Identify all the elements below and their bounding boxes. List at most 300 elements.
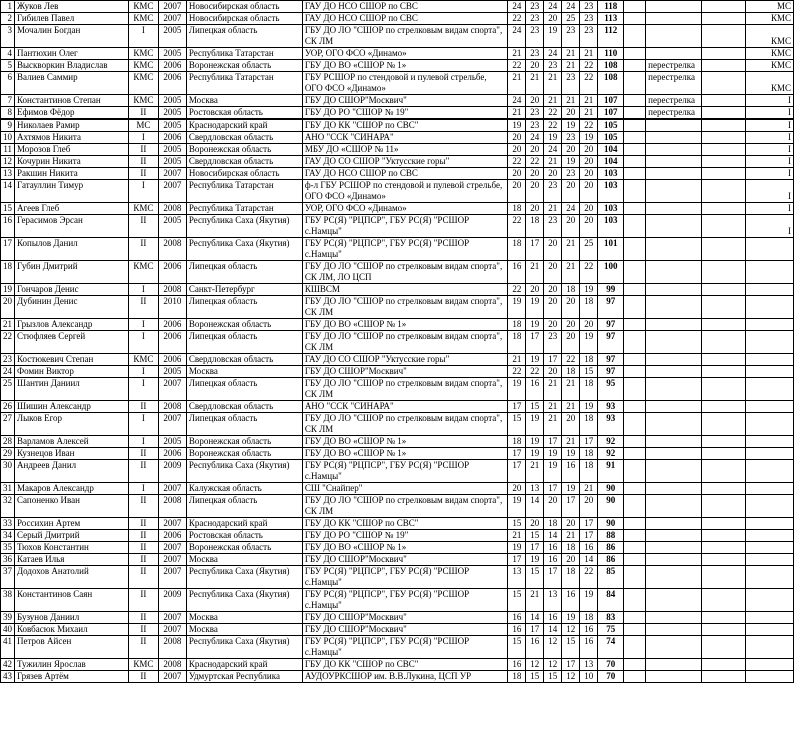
series-3-cell: 16 [544, 612, 562, 624]
series-3-cell: 20 [544, 261, 562, 284]
rank-cell: I [746, 119, 794, 132]
blank-cell [624, 238, 646, 261]
name-cell: Морозов Глеб [15, 144, 129, 156]
category-cell: II [128, 448, 158, 460]
name-cell: Стюфляев Сергей [15, 331, 129, 354]
region-cell: Республика Саха (Якутия) [186, 238, 302, 261]
blank-cell-2 [702, 354, 746, 366]
rank-cell: I [746, 144, 794, 156]
organization-cell: ГБУ ДО КК "СШОР по СВС" [302, 659, 508, 671]
category-cell: КМС [128, 60, 158, 72]
series-2-cell: 20 [526, 60, 544, 72]
name-cell: Ахтямов Никита [15, 132, 129, 144]
series-4-cell: 20 [562, 331, 580, 354]
series-4-cell: 21 [562, 378, 580, 401]
note-cell [646, 636, 702, 659]
series-4-cell: 20 [562, 518, 580, 530]
series-4-cell: 15 [562, 636, 580, 659]
blank-cell-2 [702, 554, 746, 566]
total-cell: 90 [598, 518, 624, 530]
table-row [1, 60, 794, 72]
name-cell: Фомин Виктор [15, 366, 129, 378]
place-cell: 43 [1, 671, 15, 683]
series-3-cell: 19 [544, 448, 562, 460]
organization-cell: ГБУ ДО ЛО "СШОР по стрелковым видам спорта", СК ЛМ [302, 331, 508, 354]
name-cell: Герасимов Эрсан [15, 215, 129, 238]
place-cell: 5 [1, 60, 15, 72]
series-3-cell: 23 [544, 331, 562, 354]
series-4-cell: 20 [562, 413, 580, 436]
blank-cell [624, 95, 646, 107]
year-cell: 2005 [158, 107, 186, 120]
blank-cell [624, 144, 646, 156]
organization-cell: ГБУ РС(Я) "РЦПСР", ГБУ РС(Я) "РСШОР с.Намцы" [302, 566, 508, 589]
place-cell: 23 [1, 354, 15, 366]
blank-cell-2 [702, 72, 746, 95]
series-4-cell: 19 [562, 612, 580, 624]
series-4-cell: 20 [562, 107, 580, 120]
total-cell: 70 [598, 671, 624, 683]
total-cell: 108 [598, 60, 624, 72]
series-5-cell: 18 [580, 448, 598, 460]
series-4-cell: 23 [562, 25, 580, 48]
series-1-cell: 21 [508, 530, 526, 542]
place-cell: 3 [1, 25, 15, 48]
place-cell: 25 [1, 378, 15, 401]
name-cell: Гончаров Денис [15, 284, 129, 296]
category-cell: I [128, 483, 158, 495]
blank-cell [624, 203, 646, 215]
note-cell [646, 554, 702, 566]
place-cell: 39 [1, 612, 15, 624]
table-row [1, 366, 794, 378]
blank-cell [624, 261, 646, 284]
blank-cell-2 [702, 483, 746, 495]
series-2-cell: 15 [526, 401, 544, 413]
organization-cell: ГБУ РС(Я) "РЦПСР", ГБУ РС(Я) "РСШОР с.Намцы" [302, 238, 508, 261]
note-cell [646, 132, 702, 144]
table-row [1, 180, 794, 203]
blank-cell [624, 13, 646, 25]
place-cell: 12 [1, 156, 15, 168]
organization-cell: ГБУ ДО КК "СШОР по СВС" [302, 119, 508, 132]
table-row [1, 284, 794, 296]
series-3-cell: 23 [544, 215, 562, 238]
series-1-cell: 19 [508, 495, 526, 518]
series-4-cell: 21 [562, 238, 580, 261]
year-cell: 2006 [158, 261, 186, 284]
series-5-cell: 18 [580, 378, 598, 401]
name-cell: Серый Дмитрий [15, 530, 129, 542]
blank-cell-2 [702, 331, 746, 354]
blank-cell [624, 566, 646, 589]
series-5-cell: 21 [580, 107, 598, 120]
blank-cell [624, 671, 646, 683]
table-row [1, 1, 794, 13]
blank-cell-2 [702, 95, 746, 107]
table-row [1, 401, 794, 413]
total-cell: 108 [598, 72, 624, 95]
rank-cell [746, 530, 794, 542]
series-5-cell: 18 [580, 413, 598, 436]
year-cell: 2009 [158, 460, 186, 483]
place-cell: 27 [1, 413, 15, 436]
series-4-cell: 19 [562, 448, 580, 460]
rank-cell [746, 261, 794, 284]
blank-cell-2 [702, 261, 746, 284]
table-row [1, 296, 794, 319]
rank-cell [746, 366, 794, 378]
name-cell: Гибилев Павел [15, 13, 129, 25]
region-cell: Республика Татарстан [186, 48, 302, 60]
name-cell: Гатауллин Тимур [15, 180, 129, 203]
organization-cell: ГБУ ДО КК "СШОР по СВС" [302, 518, 508, 530]
category-cell: КМС [128, 95, 158, 107]
name-cell: Ефимов Фёдор [15, 107, 129, 120]
series-3-cell: 24 [544, 1, 562, 13]
total-cell: 103 [598, 203, 624, 215]
blank-cell [624, 296, 646, 319]
region-cell: Свердловская область [186, 354, 302, 366]
blank-cell [624, 180, 646, 203]
name-cell: Агеев Глеб [15, 203, 129, 215]
name-cell: Тужилин Ярослав [15, 659, 129, 671]
rank-cell: КМС [746, 48, 794, 60]
category-cell: II [128, 238, 158, 261]
series-2-cell: 23 [526, 25, 544, 48]
name-cell: Андреев Данил [15, 460, 129, 483]
series-1-cell: 20 [508, 132, 526, 144]
place-cell: 35 [1, 542, 15, 554]
region-cell: Республика Татарстан [186, 203, 302, 215]
category-cell: I [128, 378, 158, 401]
region-cell: Воронежская область [186, 60, 302, 72]
series-5-cell: 20 [580, 203, 598, 215]
series-1-cell: 21 [508, 72, 526, 95]
year-cell: 2006 [158, 132, 186, 144]
series-4-cell: 20 [562, 296, 580, 319]
total-cell: 99 [598, 284, 624, 296]
name-cell: Кочурин Никита [15, 156, 129, 168]
blank-cell [624, 132, 646, 144]
total-cell: 112 [598, 25, 624, 48]
year-cell: 2008 [158, 401, 186, 413]
series-3-cell: 20 [544, 495, 562, 518]
region-cell: Краснодарский край [186, 659, 302, 671]
series-5-cell: 16 [580, 542, 598, 554]
series-3-cell: 22 [544, 119, 562, 132]
series-2-cell: 23 [526, 1, 544, 13]
organization-cell: КШВСМ [302, 284, 508, 296]
series-2-cell: 17 [526, 542, 544, 554]
series-4-cell: 23 [562, 72, 580, 95]
year-cell: 2007 [158, 566, 186, 589]
place-cell: 26 [1, 401, 15, 413]
series-5-cell: 19 [580, 284, 598, 296]
year-cell: 2005 [158, 156, 186, 168]
organization-cell: ГАУ ДО НСО СШОР по СВС [302, 1, 508, 13]
organization-cell: ГБУ РСШОР по стендовой и пулевой стрельбе, ОГО ФСО «Динамо» [302, 72, 508, 95]
series-1-cell: 20 [508, 144, 526, 156]
total-cell: 101 [598, 238, 624, 261]
blank-cell-2 [702, 284, 746, 296]
category-cell: I [128, 319, 158, 331]
total-cell: 105 [598, 132, 624, 144]
series-2-cell: 12 [526, 659, 544, 671]
rank-cell: КМС [746, 25, 794, 48]
rank-cell [746, 636, 794, 659]
series-5-cell: 19 [580, 132, 598, 144]
series-2-cell: 17 [526, 331, 544, 354]
series-1-cell: 24 [508, 95, 526, 107]
series-3-cell: 21 [544, 156, 562, 168]
series-4-cell: 16 [562, 460, 580, 483]
total-cell: 91 [598, 460, 624, 483]
year-cell: 2007 [158, 180, 186, 203]
series-1-cell: 15 [508, 518, 526, 530]
place-cell: 16 [1, 215, 15, 238]
note-cell: перестрелка [646, 60, 702, 72]
blank-cell [624, 107, 646, 120]
category-cell: II [128, 215, 158, 238]
total-cell: 110 [598, 48, 624, 60]
rank-cell: I [746, 215, 794, 238]
rank-cell [746, 448, 794, 460]
series-2-cell: 20 [526, 203, 544, 215]
note-cell [646, 366, 702, 378]
year-cell: 2005 [158, 144, 186, 156]
series-2-cell: 15 [526, 530, 544, 542]
series-5-cell: 22 [580, 261, 598, 284]
series-1-cell: 15 [508, 589, 526, 612]
series-5-cell: 22 [580, 72, 598, 95]
category-cell: II [128, 107, 158, 120]
table-row [1, 261, 794, 284]
category-cell: I [128, 413, 158, 436]
series-2-cell: 23 [526, 119, 544, 132]
rank-cell [746, 319, 794, 331]
year-cell: 2007 [158, 612, 186, 624]
category-cell: II [128, 156, 158, 168]
table-row [1, 483, 794, 495]
series-1-cell: 17 [508, 460, 526, 483]
organization-cell: ГАУ ДО НСО СШОР по СВС [302, 168, 508, 180]
total-cell: 84 [598, 589, 624, 612]
series-2-cell: 21 [526, 72, 544, 95]
category-cell: II [128, 612, 158, 624]
series-2-cell: 16 [526, 378, 544, 401]
series-2-cell: 19 [526, 413, 544, 436]
name-cell: Тюхов Константин [15, 542, 129, 554]
series-3-cell: 21 [544, 401, 562, 413]
region-cell: Республика Саха (Якутия) [186, 636, 302, 659]
series-4-cell: 20 [562, 144, 580, 156]
region-cell: Москва [186, 95, 302, 107]
note-cell: перестрелка [646, 107, 702, 120]
series-3-cell: 17 [544, 436, 562, 448]
series-3-cell: 20 [544, 296, 562, 319]
name-cell: Костюкевич Степан [15, 354, 129, 366]
year-cell: 2005 [158, 436, 186, 448]
total-cell: 97 [598, 366, 624, 378]
rank-cell [746, 624, 794, 636]
series-1-cell: 16 [508, 612, 526, 624]
name-cell: Грызлов Александр [15, 319, 129, 331]
table-row [1, 566, 794, 589]
blank-cell-2 [702, 48, 746, 60]
rank-cell [746, 436, 794, 448]
table-row [1, 460, 794, 483]
place-cell: 10 [1, 132, 15, 144]
name-cell: Николаев Рамир [15, 119, 129, 132]
series-4-cell: 25 [562, 13, 580, 25]
rank-cell [746, 542, 794, 554]
blank-cell [624, 413, 646, 436]
series-5-cell: 18 [580, 612, 598, 624]
blank-cell [624, 25, 646, 48]
total-cell: 75 [598, 624, 624, 636]
blank-cell-2 [702, 238, 746, 261]
series-5-cell: 21 [580, 95, 598, 107]
series-2-cell: 17 [526, 238, 544, 261]
rank-cell [746, 331, 794, 354]
blank-cell-2 [702, 659, 746, 671]
total-cell: 113 [598, 13, 624, 25]
region-cell: Ростовская область [186, 107, 302, 120]
rank-cell: I [746, 132, 794, 144]
total-cell: 86 [598, 542, 624, 554]
series-1-cell: 18 [508, 331, 526, 354]
series-2-cell: 23 [526, 48, 544, 60]
blank-cell [624, 48, 646, 60]
total-cell: 74 [598, 636, 624, 659]
name-cell: Россихин Артем [15, 518, 129, 530]
table-row [1, 589, 794, 612]
series-4-cell: 12 [562, 624, 580, 636]
region-cell: Воронежская область [186, 319, 302, 331]
rank-cell [746, 495, 794, 518]
series-3-cell: 14 [544, 624, 562, 636]
rank-cell: I [746, 168, 794, 180]
table-row [1, 48, 794, 60]
note-cell [646, 284, 702, 296]
series-3-cell: 23 [544, 60, 562, 72]
series-5-cell: 23 [580, 13, 598, 25]
note-cell [646, 671, 702, 683]
place-cell: 15 [1, 203, 15, 215]
series-5-cell: 19 [580, 589, 598, 612]
total-cell: 95 [598, 378, 624, 401]
organization-cell: ГБУ ДО ВО «СШОР № 1» [302, 542, 508, 554]
series-5-cell: 21 [580, 48, 598, 60]
table-row [1, 319, 794, 331]
category-cell: КМС [128, 13, 158, 25]
series-3-cell: 21 [544, 378, 562, 401]
region-cell: Республика Татарстан [186, 180, 302, 203]
series-5-cell: 20 [580, 215, 598, 238]
name-cell: Кузнецов Иван [15, 448, 129, 460]
series-2-cell: 23 [526, 107, 544, 120]
name-cell: Константинов Степан [15, 95, 129, 107]
blank-cell-2 [702, 518, 746, 530]
note-cell [646, 203, 702, 215]
series-3-cell: 21 [544, 95, 562, 107]
organization-cell: ГАУ ДО НСО СШОР по СВС [302, 13, 508, 25]
place-cell: 42 [1, 659, 15, 671]
series-5-cell: 20 [580, 144, 598, 156]
blank-cell [624, 542, 646, 554]
series-4-cell: 19 [562, 156, 580, 168]
series-5-cell: 19 [580, 401, 598, 413]
blank-cell [624, 518, 646, 530]
blank-cell-2 [702, 495, 746, 518]
table-row [1, 636, 794, 659]
blank-cell [624, 612, 646, 624]
note-cell [646, 495, 702, 518]
note-cell [646, 518, 702, 530]
category-cell: II [128, 624, 158, 636]
rank-cell [746, 518, 794, 530]
blank-cell-2 [702, 448, 746, 460]
series-1-cell: 20 [508, 180, 526, 203]
blank-cell [624, 589, 646, 612]
year-cell: 2007 [158, 483, 186, 495]
series-3-cell: 14 [544, 530, 562, 542]
place-cell: 17 [1, 238, 15, 261]
series-5-cell: 16 [580, 636, 598, 659]
total-cell: 83 [598, 612, 624, 624]
blank-cell [624, 72, 646, 95]
blank-cell [624, 460, 646, 483]
year-cell: 2010 [158, 296, 186, 319]
series-5-cell: 20 [580, 168, 598, 180]
place-cell: 41 [1, 636, 15, 659]
name-cell: Пантюхин Олег [15, 48, 129, 60]
place-cell: 37 [1, 566, 15, 589]
table-row [1, 518, 794, 530]
rank-cell: I [746, 203, 794, 215]
series-2-cell: 19 [526, 296, 544, 319]
note-cell [646, 331, 702, 354]
place-cell: 22 [1, 331, 15, 354]
note-cell [646, 612, 702, 624]
note-cell [646, 1, 702, 13]
series-1-cell: 16 [508, 659, 526, 671]
series-4-cell: 23 [562, 168, 580, 180]
year-cell: 2007 [158, 168, 186, 180]
category-cell: II [128, 144, 158, 156]
region-cell: Удмуртская Республика [186, 671, 302, 683]
series-1-cell: 16 [508, 261, 526, 284]
series-3-cell: 20 [544, 13, 562, 25]
organization-cell: АУДОУРКСШОР им. В.В.Лукина, ЦСП УР [302, 671, 508, 683]
region-cell: Липецкая область [186, 296, 302, 319]
series-4-cell: 18 [562, 542, 580, 554]
series-4-cell: 20 [562, 180, 580, 203]
blank-cell [624, 483, 646, 495]
series-4-cell: 21 [562, 401, 580, 413]
region-cell: Краснодарский край [186, 119, 302, 132]
total-cell: 118 [598, 1, 624, 13]
year-cell: 2005 [158, 48, 186, 60]
series-2-cell: 19 [526, 319, 544, 331]
series-1-cell: 17 [508, 401, 526, 413]
series-1-cell: 19 [508, 296, 526, 319]
region-cell: Новосибирская область [186, 168, 302, 180]
organization-cell: ГАУ ДО СО СШОР "Уктусские горы" [302, 354, 508, 366]
series-1-cell: 18 [508, 203, 526, 215]
year-cell: 2007 [158, 671, 186, 683]
